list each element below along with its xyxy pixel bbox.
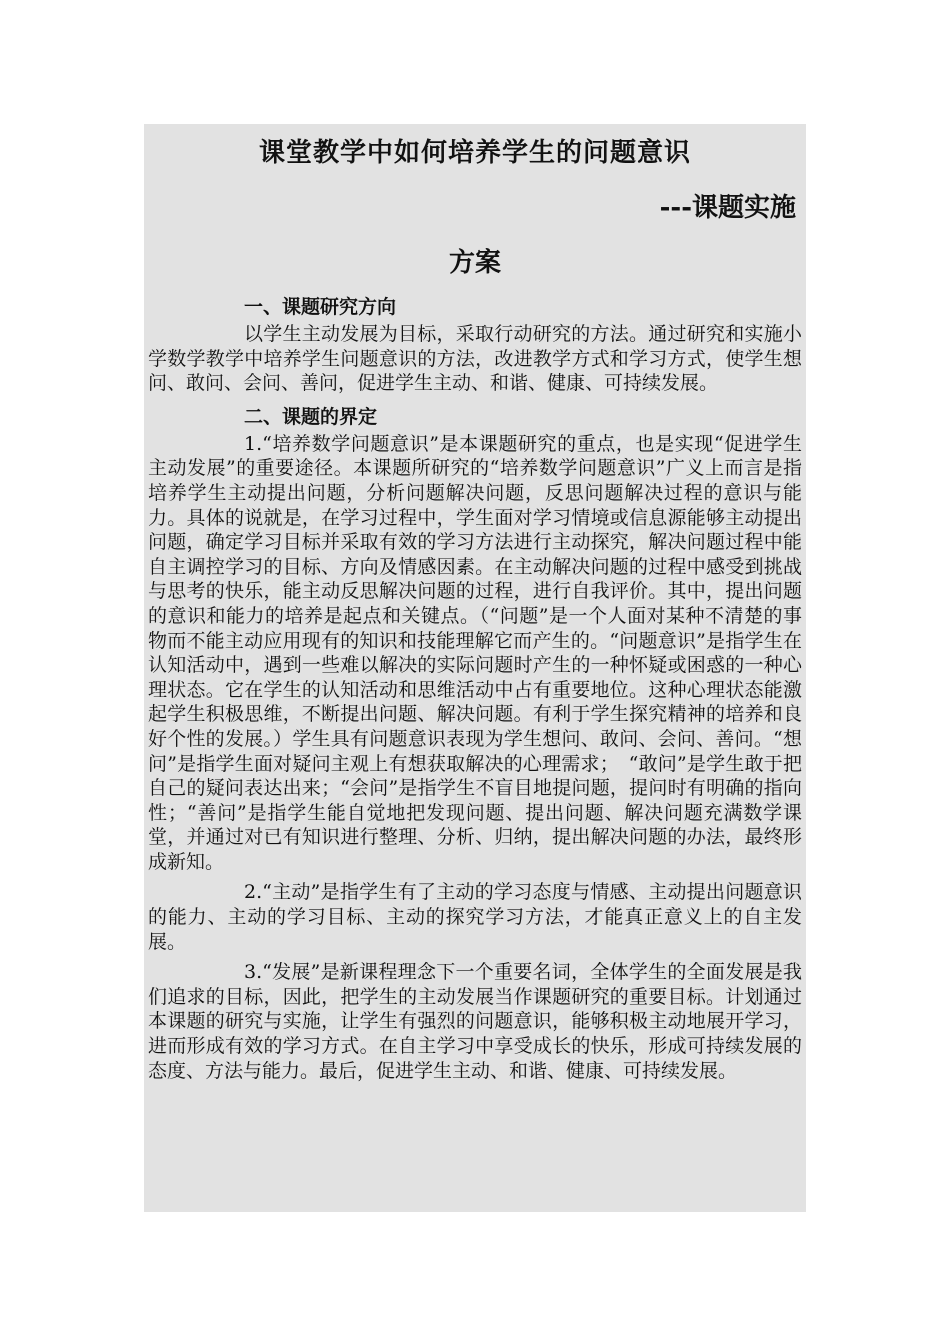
- section-heading-research-direction: 一、课题研究方向: [244, 296, 397, 318]
- document-subtitle: ---课题实施: [659, 193, 796, 223]
- paragraph-definition-3: 3.“发展”是新课程理念下一个重要名词，全体学生的全面发展是我们追求的目标，因此，把学生的主动发展当作课题研究的重要目标。计划通过本课题的研究与实施，让学生有强烈的问题意识，能够积极主动地展开学习，进而形成有效的学习方式。在自主学习中享受成长的快乐，形成可持续发展的态度、方法与能力。最后，促进学生主动、和谐、健康、可持续发展。: [148, 961, 802, 1082]
- paragraph-research-direction: 以学生主动发展为目标，采取行动研究的方法。通过研究和实施小学数学教学中培养学生问题意识的方法，改进教学方式和学习方式，使学生想问、敢问、会问、善问，促进学生主动、和谐、健康、可持续发展。: [148, 323, 802, 395]
- document-page: [144, 124, 806, 1212]
- paragraph-definition-2: 2.“主动”是指学生有了主动的学习态度与情感、主动提出问题意识的能力、主动的学习目标、主动的探究学习方法，才能真正意义上的自主发展。: [148, 881, 802, 953]
- document-title: 课堂教学中如何培养学生的问题意识: [258, 138, 691, 168]
- section-heading-definition: 二、课题的界定: [244, 405, 378, 428]
- document-subtitle-tail: 方案: [448, 248, 501, 278]
- paragraph-definition-1: 1.“培养数学问题意识”是本课题研究的重点，也是实现“促进学生主动发展”的重要途径。本课题所研究的“培养数学问题意识”广义上而言是指培养学生主动提出问题，分析问题解决问题，反思问题解决过程的意识与能力。具体的说就是，在学习过程中，学生面对学习情境或信息源能够主动提出问题，确定学习目标并采取有效的学习方法进行主动探究，解决问题过程中能自主调控学习的目标、方向及情感因素。在主动解决问题的过程中感受到挑战与思考的快乐，能主动反思解决问题的过程，进行自我评价。其中，提出问题的意识和能力的培养是起点和关键点。（“问题”是一个人面对某种不清楚的事物而不能主动应用现有的知识和技能理解它而产生的。“问题意识”是指学生在认知活动中，遇到一些难以解决的实际问题时产生的一种怀疑或困惑的一种心理状态。它在学生的认知活动和思维活动中占有重要地位。这种心理状态能激起学生积极思维，不断提出问题、解决问题。有利于学生探究精神的培养和良好个性的发展。）学生具有问题意识表现为学生想问、敢问、会问、善问。“想问”是指学生面对疑问主观上有想获取解决的心理需求； “敢问”是学生敢于把自己的疑问表达出来；“会问”是指学生不盲目地提问题，提问时有明确的指向性；“善问”是指学生能自觉地把发现问题、提出问题、解决问题充满数学课堂，并通过对已有知识进行整理、分析、归纳，提出解决问题的办法，最终形成新知。: [148, 432, 802, 873]
